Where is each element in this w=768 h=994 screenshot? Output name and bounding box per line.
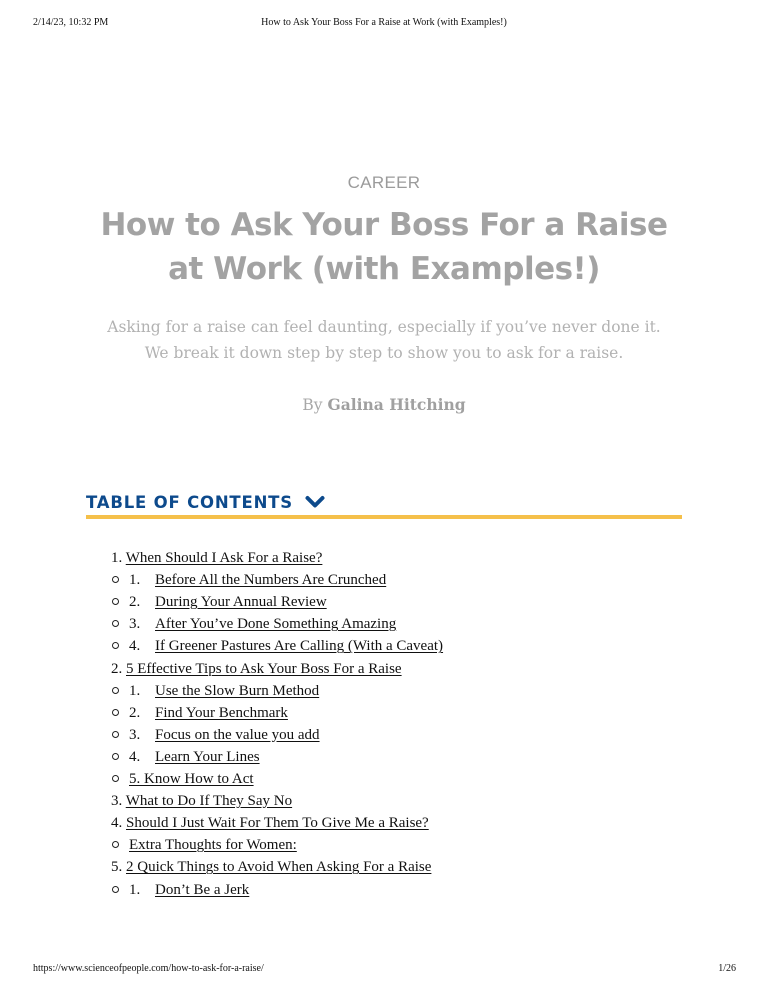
toc-link-label: After You’ve Done Something Amazing [155, 616, 397, 633]
print-header [0, 17, 768, 31]
toc-subitem [112, 882, 249, 904]
toc-link[interactable] [129, 594, 327, 610]
toc-link[interactable] [129, 882, 249, 898]
toc-subitem [112, 705, 288, 727]
circle-bullet-icon [112, 642, 119, 649]
toc-link[interactable]: 5 Effective Tips to Ask Your Boss For a Raise [126, 660, 402, 677]
toc-subitem [112, 572, 386, 594]
toc-item [111, 793, 292, 815]
toc-header[interactable] [86, 490, 325, 514]
toc-link[interactable]: Should I Just Wait For Them To Give Me a Raise? [126, 815, 429, 832]
toc-subitem-number: 1. [129, 572, 141, 589]
toc-link[interactable] [129, 749, 260, 765]
toc-link[interactable]: What to Do If They Say No [125, 793, 293, 810]
article-category[interactable]: CAREER [347, 173, 421, 192]
circle-bullet-icon [112, 753, 119, 760]
toc-subitem-number: 4. [129, 638, 141, 655]
toc-link-label: Extra Thoughts for Women: [129, 837, 297, 854]
toc-title: TABLE OF CONTENTS [86, 492, 293, 512]
toc-subitem [112, 594, 327, 616]
toc-divider [86, 515, 682, 519]
toc-item-number: 4. [111, 815, 123, 832]
toc-link[interactable] [129, 771, 254, 787]
circle-bullet-icon [112, 709, 119, 716]
toc-subitem-number: 4. [129, 748, 141, 765]
toc-subitem-number: 2. [129, 704, 141, 721]
toc-link-label: Before All the Numbers Are Crunched [155, 572, 387, 589]
toc-subitem [112, 683, 319, 705]
toc-link-label: Find Your Benchmark [155, 704, 288, 721]
toc-item [111, 550, 322, 572]
circle-bullet-icon [112, 620, 119, 627]
toc-item [111, 859, 431, 881]
toc-subitem [112, 727, 320, 749]
toc-item-number: 2. [111, 660, 123, 677]
toc-link-label: Don’t Be a Jerk [155, 881, 250, 898]
toc-link-label: Focus on the value you add [155, 726, 320, 743]
print-footer [0, 963, 768, 977]
print-document-title: How to Ask Your Boss For a Raise at Work (with Examples!) [261, 17, 507, 28]
print-url: https://www.scienceofpeople.com/how-to-ask-for-a-raise/ [33, 963, 264, 974]
toc-link-label: Learn Your Lines [155, 748, 260, 765]
toc-link-label: During Your Annual Review [155, 594, 327, 611]
author-name[interactable]: Galina Hitching [327, 395, 466, 414]
toc-item [111, 661, 402, 683]
toc-subitem-number: 1. [129, 881, 141, 898]
toc-link-label: Use the Slow Burn Method [155, 682, 320, 699]
toc-subitem-number: 3. [129, 726, 141, 743]
circle-bullet-icon [112, 687, 119, 694]
toc-subitem-number: 1. [129, 682, 141, 699]
toc-subitem [112, 771, 254, 793]
print-date: 2/14/23, 10:32 PM [33, 17, 109, 28]
circle-bullet-icon [112, 775, 119, 782]
byline-prefix: By [302, 396, 323, 414]
toc-item-number: 5. [111, 859, 123, 876]
circle-bullet-icon [112, 886, 119, 893]
circle-bullet-icon [112, 731, 119, 738]
article-subtitle: Asking for a raise can feel daunting, especially if you’ve never done it. We break it down step by step to show you to ask for a raise. [107, 318, 661, 362]
toc-subitem-number: 3. [129, 616, 141, 633]
toc-subitem [112, 837, 297, 859]
toc-link[interactable] [129, 705, 288, 721]
toc-link[interactable] [129, 572, 386, 588]
toc-subitem [112, 638, 443, 660]
toc-item [111, 815, 429, 837]
toc-link-label: If Greener Pastures Are Calling (With a Caveat) [155, 638, 444, 655]
toc-subitem [112, 616, 396, 638]
toc-link[interactable] [129, 727, 320, 743]
toc-subitem [112, 749, 260, 771]
toc-link[interactable] [129, 616, 396, 632]
article-title: How to Ask Your Boss For a Raise at Work (with Examples!) [100, 207, 668, 287]
toc-link[interactable] [129, 638, 443, 654]
circle-bullet-icon [112, 576, 119, 583]
toc-subitem-number: 2. [129, 594, 141, 611]
toc-item-number: 3. [111, 793, 123, 810]
toc-link-label: 5. Know How to Act [129, 771, 254, 787]
toc-link[interactable] [129, 683, 319, 699]
article-byline [0, 395, 768, 414]
toc-link[interactable]: When Should I Ask For a Raise? [125, 550, 323, 566]
circle-bullet-icon [112, 841, 119, 848]
toc-link[interactable]: 2 Quick Things to Avoid When Asking For a Raise [126, 859, 432, 876]
toc-link[interactable] [129, 837, 297, 853]
chevron-down-icon[interactable] [305, 495, 325, 509]
print-page-number: 1/26 [718, 963, 736, 974]
toc-item-number: 1. [111, 550, 123, 566]
circle-bullet-icon [112, 598, 119, 605]
